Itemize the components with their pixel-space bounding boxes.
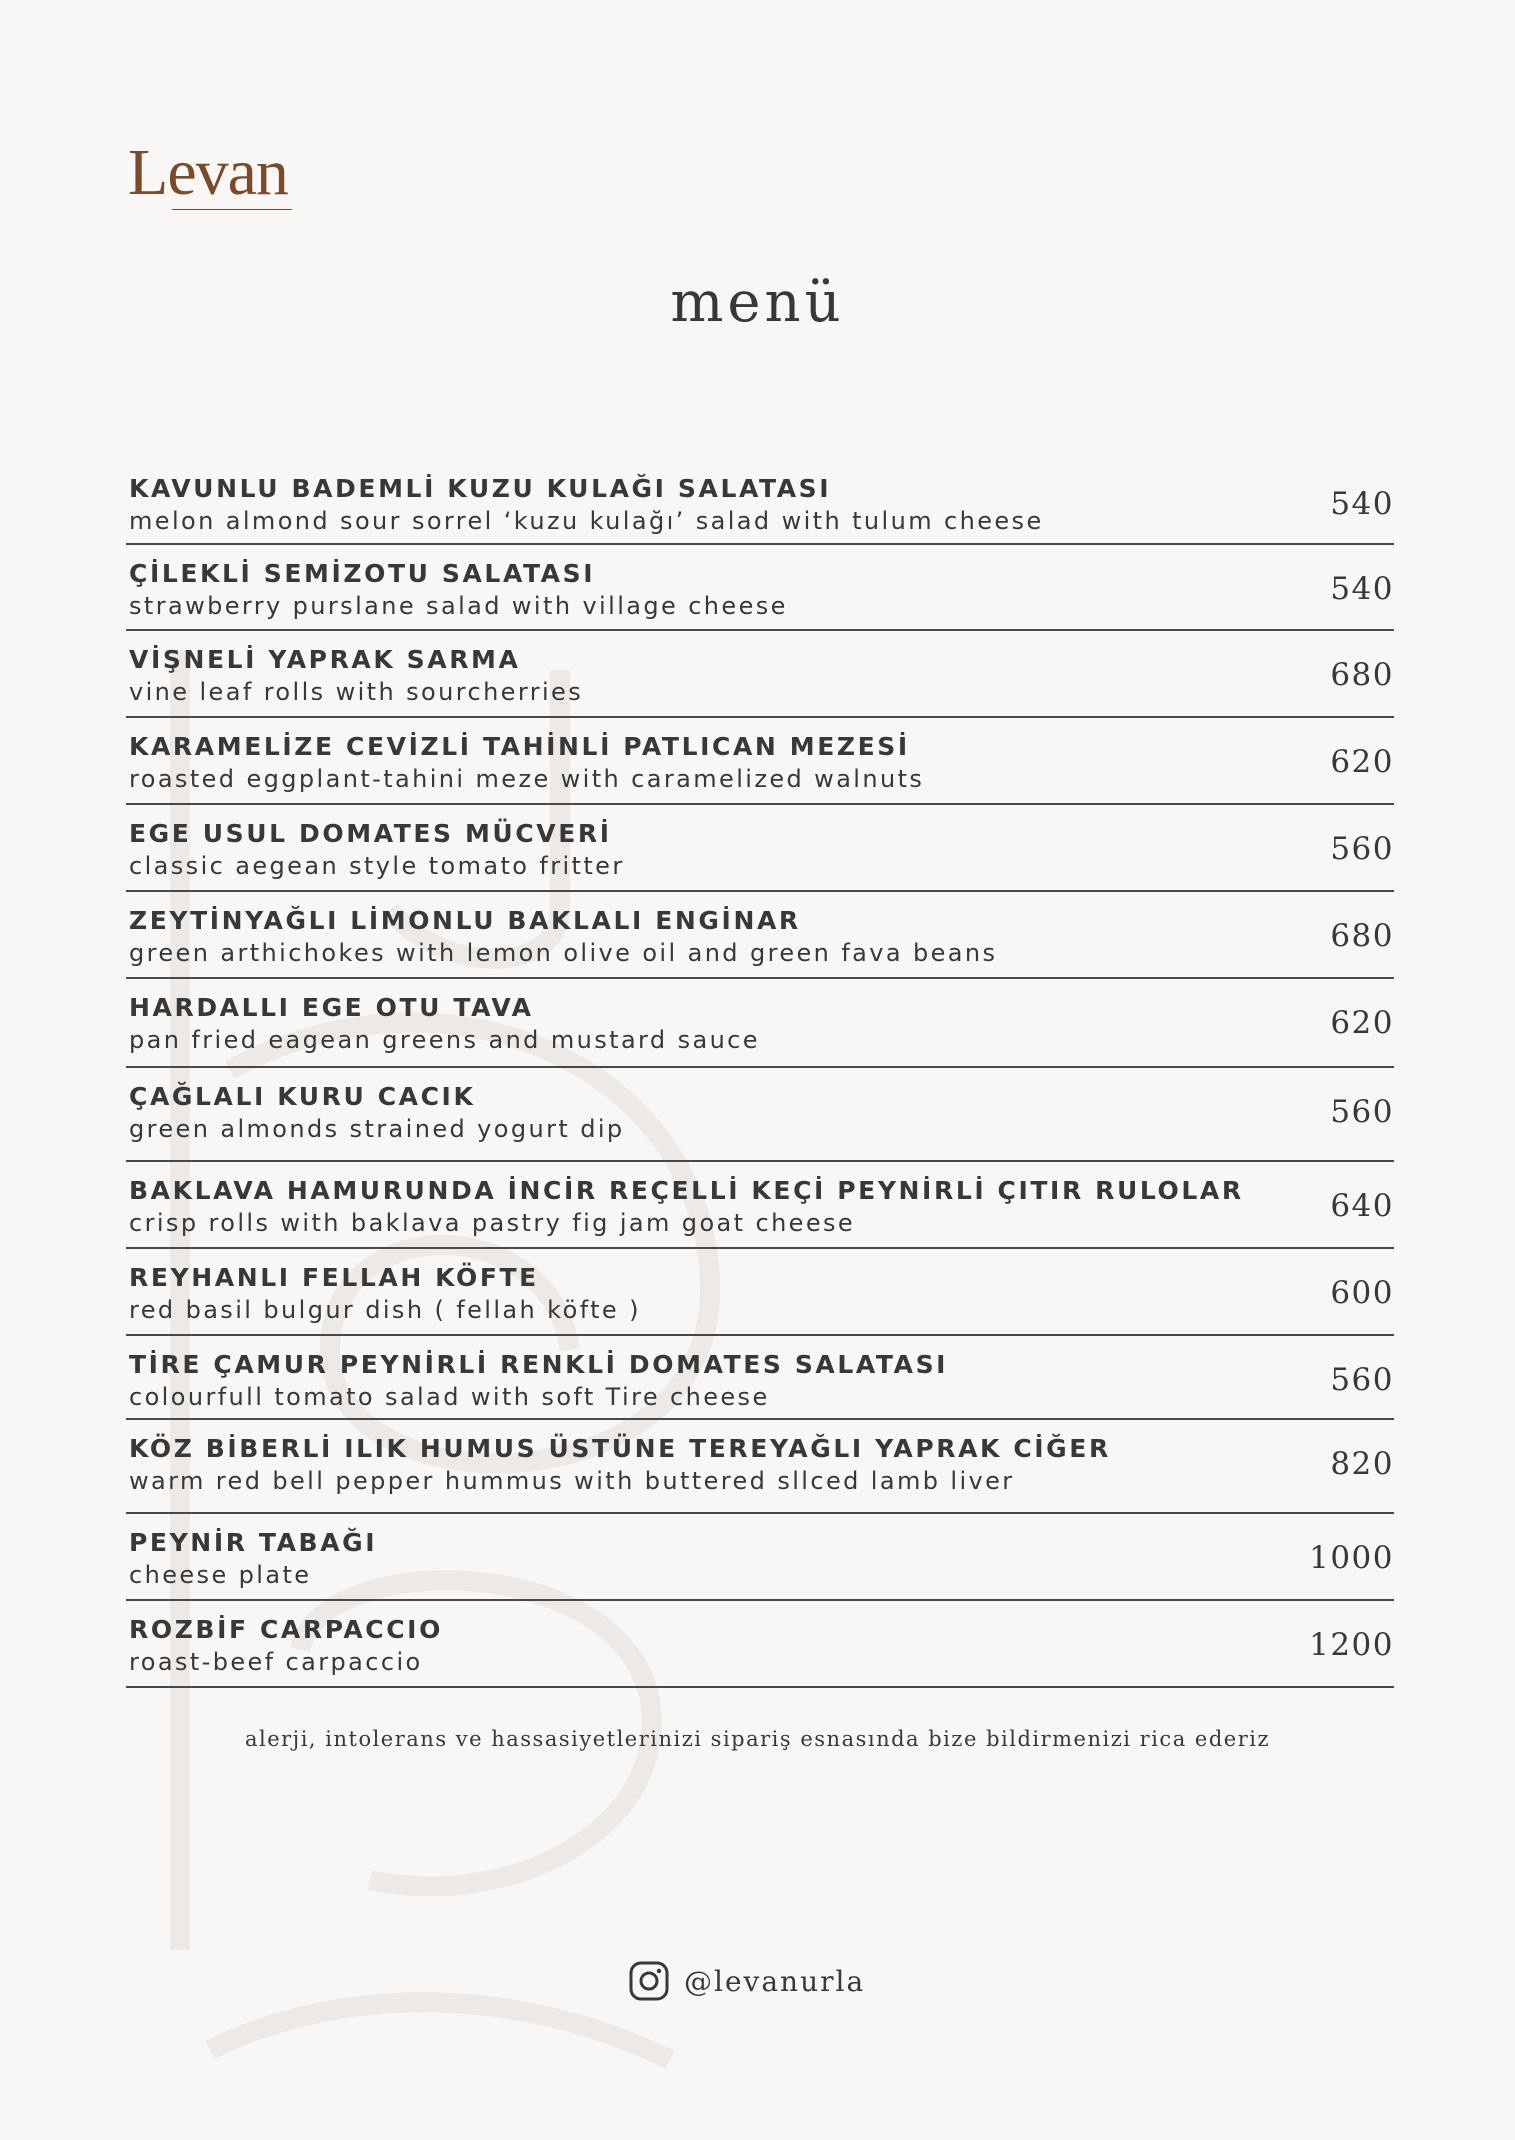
allergy-note: alerji, intolerans ve hassasiyetlerinizi sipariş esnasında bize bildirmenizi rica ederiz	[244, 1727, 1271, 1751]
item-name: KÖZ BİBERLİ ILIK HUMUS ÜSTÜNE TEREYAĞLI YAPRAK CİĞER	[129, 1434, 1111, 1463]
logo-underline	[172, 209, 292, 210]
item-price: 560	[1330, 1362, 1394, 1398]
item-price: 560	[1330, 831, 1394, 867]
menu-item	[126, 1420, 1394, 1514]
menu-item	[126, 631, 1394, 718]
item-price: 640	[1330, 1188, 1394, 1224]
item-name: PEYNİR TABAĞI	[129, 1528, 378, 1557]
item-description: crisp rolls with baklava pastry fig jam goat cheese	[129, 1209, 856, 1237]
item-price: 540	[1330, 571, 1394, 607]
menu-item	[126, 460, 1394, 545]
item-price: 680	[1330, 657, 1394, 693]
item-name: ÇAĞLALI KURU CACIK	[129, 1082, 476, 1111]
item-description: red basil bulgur dish ( fellah köfte )	[129, 1296, 641, 1324]
item-name: HARDALLI EGE OTU TAVA	[129, 993, 534, 1022]
menu-item	[126, 1068, 1394, 1162]
brand-logo: Levan	[128, 136, 288, 209]
item-name: BAKLAVA HAMURUNDA İNCİR REÇELLİ KEÇİ PEYNİRLİ ÇITIR RULOLAR	[129, 1176, 1244, 1205]
item-description: roasted eggplant-tahini meze with caramelized walnuts	[129, 765, 925, 793]
menu-item	[126, 1514, 1394, 1601]
instagram-icon	[628, 1960, 670, 2002]
item-price: 680	[1330, 918, 1394, 954]
item-price: 1000	[1309, 1540, 1394, 1576]
item-description: pan fried eagean greens and mustard sauce	[129, 1026, 760, 1054]
item-name: KAVUNLU BADEMLİ KUZU KULAĞI SALATASI	[129, 474, 832, 503]
item-price: 820	[1330, 1446, 1394, 1482]
item-price: 540	[1330, 486, 1394, 522]
menu-item	[126, 718, 1394, 805]
item-name: VİŞNELİ YAPRAK SARMA	[129, 645, 521, 674]
item-price: 620	[1330, 1005, 1394, 1041]
item-name: TİRE ÇAMUR PEYNİRLİ RENKLİ DOMATES SALATASI	[129, 1350, 949, 1379]
item-description: strawberry purslane salad with village cheese	[129, 592, 788, 620]
item-description: warm red bell pepper hummus with buttered sllced lamb liver	[129, 1467, 1015, 1495]
item-price: 1200	[1309, 1627, 1394, 1663]
menu-item	[126, 1249, 1394, 1336]
menu-item	[126, 1336, 1394, 1420]
item-name: EGE USUL DOMATES MÜCVERİ	[129, 819, 612, 848]
item-name: ZEYTİNYAĞLI LİMONLU BAKLALI ENGİNAR	[129, 906, 801, 935]
item-description: classic aegean style tomato fritter	[129, 852, 625, 880]
menu-item	[126, 1162, 1394, 1249]
item-name: REYHANLI FELLAH KÖFTE	[129, 1263, 539, 1292]
item-name: ÇİLEKLİ SEMİZOTU SALATASI	[129, 559, 596, 588]
social-link[interactable]	[628, 1960, 865, 2002]
item-description: colourfull tomato salad with soft Tire cheese	[129, 1383, 770, 1411]
menu-item	[126, 1601, 1394, 1688]
item-description: roast-beef carpaccio	[129, 1648, 423, 1676]
item-description: vine leaf rolls with sourcherries	[129, 678, 584, 706]
item-price: 560	[1330, 1094, 1394, 1130]
item-price: 600	[1330, 1275, 1394, 1311]
menu-item	[126, 979, 1394, 1068]
item-description: green almonds strained yogurt dip	[129, 1115, 625, 1143]
item-description: green arthichokes with lemon olive oil and green fava beans	[129, 939, 998, 967]
menu-item	[126, 805, 1394, 892]
menu-list	[126, 460, 1394, 1688]
menu-item	[126, 892, 1394, 979]
item-price: 620	[1330, 744, 1394, 780]
item-name: KARAMELİZE CEVİZLİ TAHİNLİ PATLICAN MEZESİ	[129, 732, 910, 761]
item-description: cheese plate	[129, 1561, 312, 1589]
social-handle: @levanurla	[684, 1964, 866, 1998]
item-name: ROZBİF CARPACCIO	[129, 1615, 443, 1644]
page-title: menü	[670, 270, 845, 335]
menu-item	[126, 545, 1394, 631]
item-description: melon almond sour sorrel ‘kuzu kulağı’ salad with tulum cheese	[129, 507, 1044, 535]
